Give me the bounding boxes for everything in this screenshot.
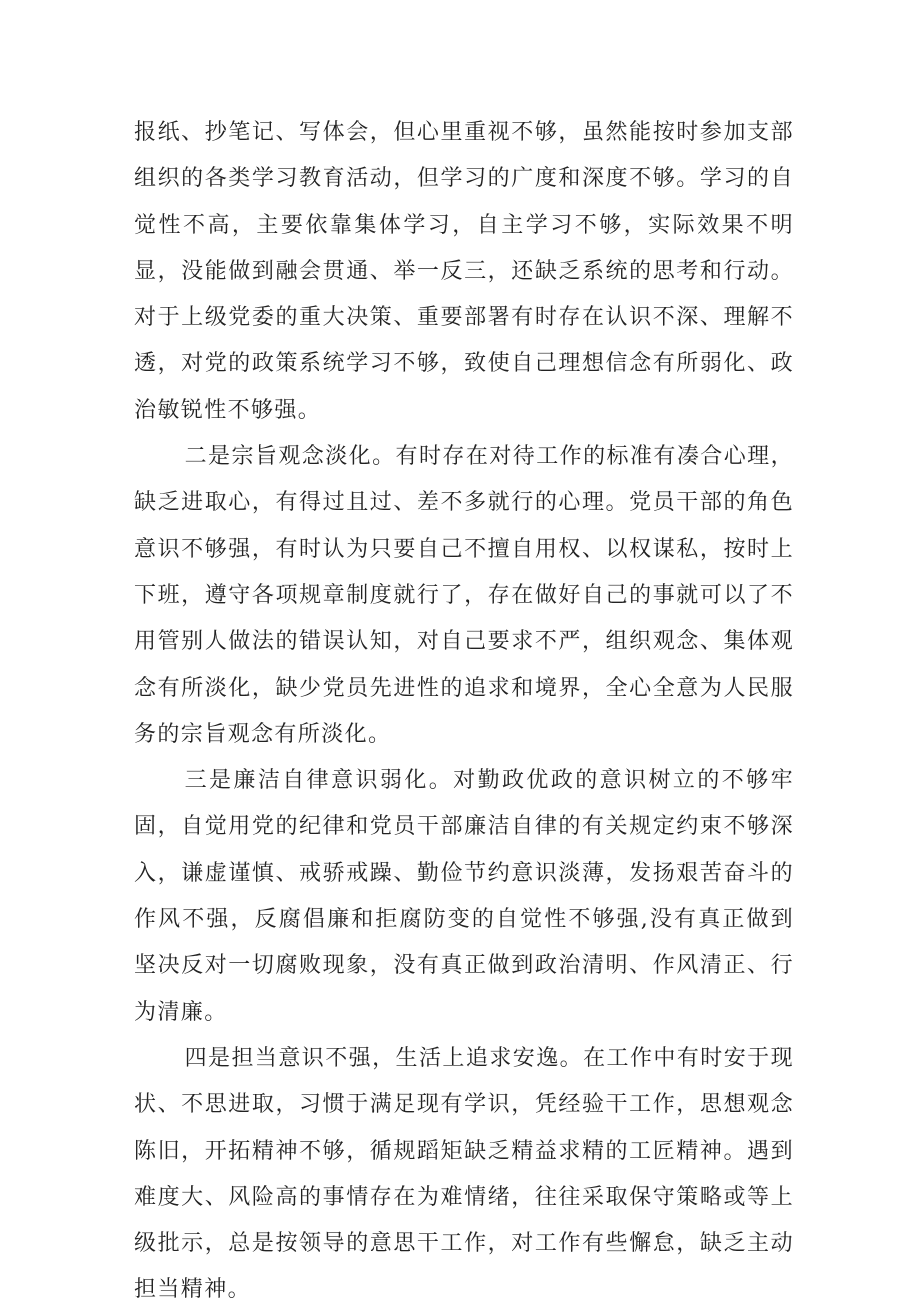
paragraph-continued-study: 报纸、抄笔记、写体会，但心里重视不够，虽然能按时参加支部组织的各类学习教育活动，但学习的广度和深度不够。学习的自觉性不高，主要依靠集体学习，自主学习不够，实际效果不明显，没能做到融会贯通、举一反三，还缺乏系统的思考和行动。对于上级党委的重大决策、重要部署有时存在认识不深、理解不透，对党的政策系统学习不够，致使自己理想信念有所弱化、政治敏锐性不够强。	[134, 120, 794, 423]
paragraph-responsibility-awareness: 四是担当意识不强，生活上追求安逸。在工作中有时安于现状、不思进取，习惯于满足现有学识，凭经验干工作，思想观念陈旧，开拓精神不够，循规蹈矩缺乏精益求精的工匠精神。遇到难度大、风险高的事情存在为难情绪，往往采取保守策略或等上级批示，总是按领导的意思干工作，对工作有些懈怠，缺乏主动担当精神。	[134, 1045, 794, 1303]
document-body	[134, 110, 794, 1314]
paragraph-integrity-self-discipline: 三是廉洁自律意识弱化。对勤政优政的意识树立的不够牢固，自觉用党的纪律和党员干部廉洁自律的有关规定约束不够深入，谦虚谨慎、戒骄戒躁、勤俭节约意识淡薄，发扬艰苦奋斗的作风不强，反腐倡廉和拒腐防变的自觉性不够强,没有真正做到坚决反对一切腐败现象，没有真正做到政治清明、作风清正、行为清廉。	[134, 768, 794, 1025]
paragraph-purpose-awareness: 二是宗旨观念淡化。有时存在对待工作的标准有凑合心理，缺乏进取心，有得过且过、差不多就行的心理。党员干部的角色意识不够强，有时认为只要自己不擅自用权、以权谋私，按时上下班，遵守各项规章制度就行了，存在做好自己的事就可以了不用管别人做法的错误认知，对自己要求不严，组织观念、集体观念有所淡化，缺少党员先进性的追求和境界，全心全意为人民服务的宗旨观念有所淡化。	[134, 444, 794, 747]
